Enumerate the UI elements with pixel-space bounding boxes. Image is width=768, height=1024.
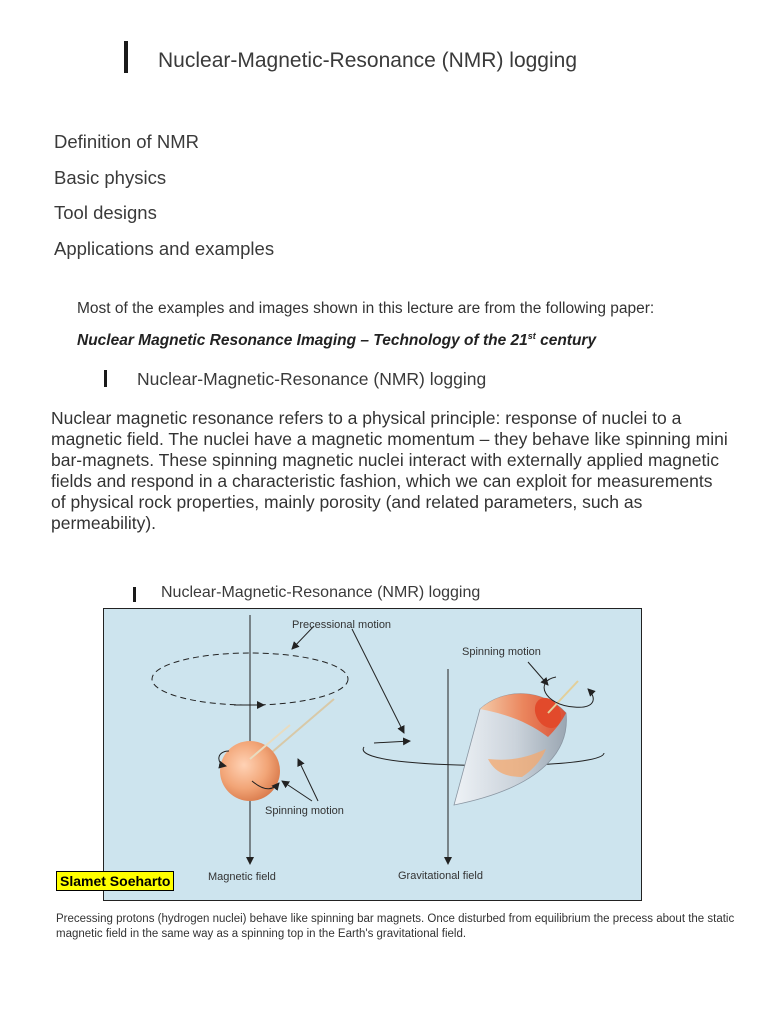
agenda-item-tool-designs: Tool designs xyxy=(54,202,157,223)
label-spinning-motion-sphere: Spinning motion xyxy=(265,805,344,817)
figure-caption: Precessing protons (hydrogen nuclei) behave like spinning bar magnets. Once disturbed from equilibrium the precess about the static magnetic field in the same way as a spinning top in the Earth's gravitational field. xyxy=(56,913,735,940)
precession-illustration xyxy=(104,609,643,902)
nmr-definition-paragraph: Nuclear magnetic resonance refers to a physical principle: response of nuclei to a magnetic field. The nuclei have a magnetic momentum – they behave like spinning mini bar-magnets. These spinning magnetic nuclei interact with externally applied magnetic fields and respond in a characteristic fashion, which we can exploit for measurements of physical rock properties, mainly porosity (and related parameters, such as permeability). xyxy=(51,408,728,533)
spinning-top-group xyxy=(352,629,604,864)
spin-label-pointer-top xyxy=(528,662,548,685)
spin-label-pointer xyxy=(282,781,312,801)
agenda-item-basic-physics: Basic physics xyxy=(54,167,167,188)
title-marker xyxy=(104,370,107,387)
proton-precession-group xyxy=(152,615,348,864)
agenda-item-definition: Definition of NMR xyxy=(54,131,199,152)
precession-diagram xyxy=(103,608,642,901)
slide3-title: Nuclear-Magnetic-Resonance (NMR) logging xyxy=(161,584,481,601)
precession-label-pointer-right xyxy=(352,629,404,733)
label-gravitational-field: Gravitational field xyxy=(398,870,483,882)
source-note-intro: Most of the examples and images shown in this lecture are from the following paper: xyxy=(77,300,655,317)
title-marker xyxy=(124,41,128,73)
title-marker xyxy=(133,587,136,602)
top-precession-direction xyxy=(374,741,410,743)
spinning-top-stem xyxy=(548,681,578,713)
slide2-title: Nuclear-Magnetic-Resonance (NMR) logging xyxy=(137,369,487,389)
proton-sphere xyxy=(220,741,280,801)
label-magnetic-field: Magnetic field xyxy=(208,871,276,883)
label-spinning-motion-top: Spinning motion xyxy=(462,646,541,658)
spin-label-pointer xyxy=(298,759,318,801)
source-paper-title: Nuclear Magnetic Resonance Imaging – Technology of the 21st century xyxy=(77,331,597,350)
agenda-item-applications: Applications and examples xyxy=(54,238,275,259)
label-precessional-motion: Precessional motion xyxy=(292,619,392,631)
slide1-title: Nuclear-Magnetic-Resonance (NMR) logging xyxy=(158,49,578,72)
author-label: Slamet Soeharto xyxy=(56,871,174,891)
